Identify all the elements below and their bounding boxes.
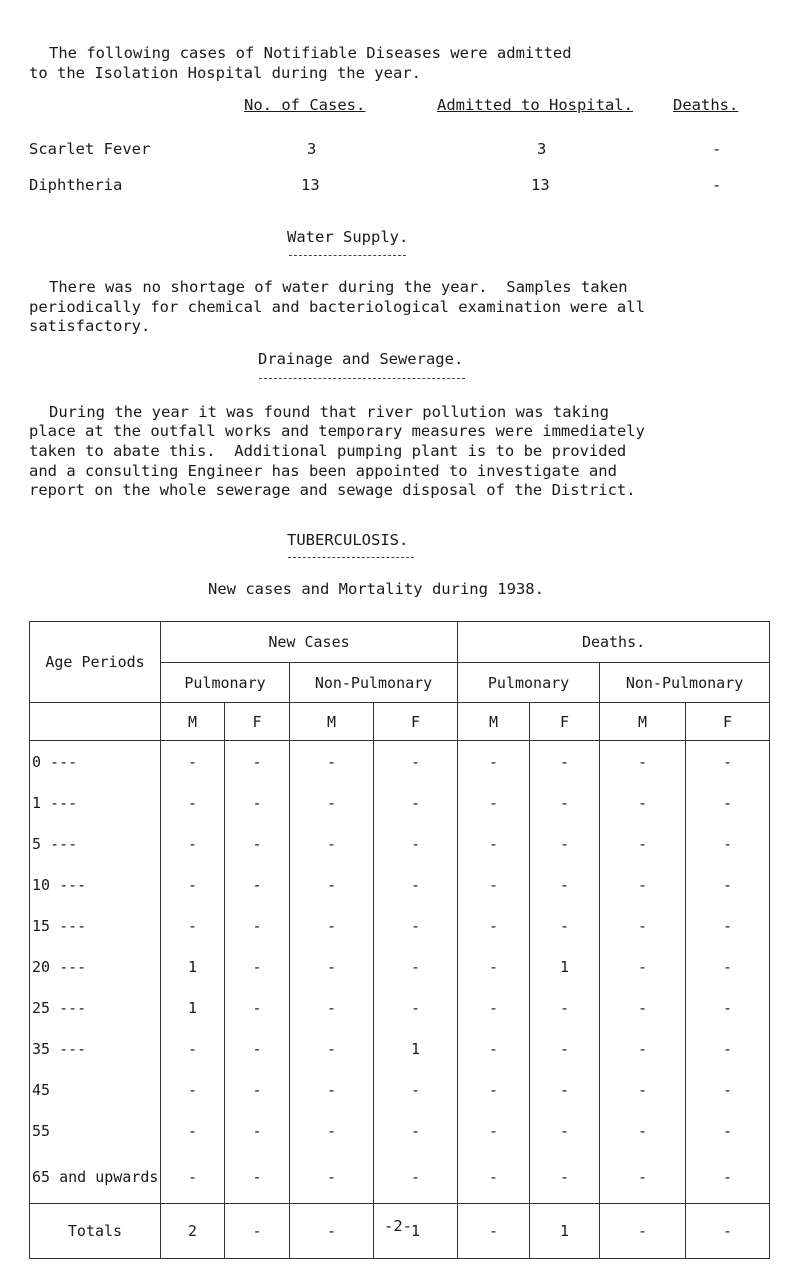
table-cell: - xyxy=(458,864,530,905)
table-cell: - xyxy=(458,987,530,1028)
table-cell: - xyxy=(530,1028,600,1069)
water-line: satisfactory. xyxy=(29,317,151,335)
table-cell: - xyxy=(458,1151,530,1204)
table-cell: - xyxy=(600,782,686,823)
table-cell: - xyxy=(225,1069,290,1110)
table-cell: - xyxy=(161,905,225,946)
table-cell: - xyxy=(686,1069,770,1110)
totals-cell: - xyxy=(458,1204,530,1259)
water-line: periodically for chemical and bacteriological examination were all xyxy=(29,298,645,316)
table-cell: 1 xyxy=(161,946,225,987)
table-cell: - xyxy=(600,1151,686,1204)
table-cell: - xyxy=(458,946,530,987)
table-cell: - xyxy=(290,864,374,905)
drainage-line: During the year it was found that river pollution was taking xyxy=(49,403,609,421)
table-cell: - xyxy=(161,1028,225,1069)
table-cell: - xyxy=(458,823,530,864)
table-cell: - xyxy=(374,823,458,864)
table-cell: - xyxy=(225,782,290,823)
new-cases-header: New Cases xyxy=(161,622,458,663)
sex-header-m: M xyxy=(600,703,686,741)
table-cell: - xyxy=(458,905,530,946)
tuberculosis-table xyxy=(29,621,770,1259)
table-cell: - xyxy=(225,1028,290,1069)
tb-heading-rule xyxy=(288,557,414,558)
table-cell: - xyxy=(374,905,458,946)
age-period: 45 xyxy=(30,1069,161,1110)
disease-name: Scarlet Fever xyxy=(29,140,151,158)
table-row xyxy=(30,1028,770,1069)
disease-deaths: - xyxy=(712,140,722,158)
totals-cell: - xyxy=(225,1204,290,1259)
table-cell: - xyxy=(290,1151,374,1204)
table-row xyxy=(30,823,770,864)
table-cell: - xyxy=(225,1151,290,1204)
header-admitted: Admitted to Hospital. xyxy=(437,96,633,114)
table-cell: - xyxy=(686,1028,770,1069)
disease-cases: 3 xyxy=(307,140,317,158)
totals-cell: - xyxy=(686,1204,770,1259)
table-cell: - xyxy=(374,741,458,783)
table-cell: - xyxy=(686,1151,770,1204)
table-cell: - xyxy=(600,1069,686,1110)
disease-admitted: 13 xyxy=(531,176,550,194)
age-period: 5 --- xyxy=(30,823,161,864)
table-cell: - xyxy=(161,741,225,783)
table-cell: - xyxy=(530,905,600,946)
table-row xyxy=(30,864,770,905)
table-cell: - xyxy=(290,823,374,864)
table-row xyxy=(30,1110,770,1151)
table-cell: - xyxy=(458,1069,530,1110)
totals-label: Totals xyxy=(30,1204,161,1259)
table-cell: - xyxy=(290,946,374,987)
sex-header-f: F xyxy=(374,703,458,741)
table-cell: - xyxy=(686,905,770,946)
drainage-line: report on the whole sewerage and sewage disposal of the District. xyxy=(29,481,636,499)
table-cell: - xyxy=(161,1069,225,1110)
table-row xyxy=(30,782,770,823)
tb-subheading: New cases and Mortality during 1938. xyxy=(208,580,544,598)
table-row xyxy=(30,1069,770,1110)
table-cell: 1 xyxy=(161,987,225,1028)
table-cell: - xyxy=(530,864,600,905)
disease-admitted: 3 xyxy=(537,140,547,158)
table-row xyxy=(30,1151,770,1204)
table-row xyxy=(30,741,770,783)
age-period: 20 --- xyxy=(30,946,161,987)
intro-line-1: The following cases of Notifiable Diseases were admitted xyxy=(49,44,572,62)
table-cell: - xyxy=(686,864,770,905)
age-period: 0 --- xyxy=(30,741,161,783)
table-cell: - xyxy=(225,946,290,987)
table-cell: - xyxy=(458,1028,530,1069)
table-cell: - xyxy=(161,782,225,823)
table-cell: - xyxy=(161,1151,225,1204)
table-cell: - xyxy=(530,823,600,864)
table-cell: - xyxy=(290,782,374,823)
table-cell: - xyxy=(600,946,686,987)
table-cell: - xyxy=(290,1069,374,1110)
age-period: 15 --- xyxy=(30,905,161,946)
page-number: -2- xyxy=(384,1217,412,1235)
water-heading-rule xyxy=(289,255,406,256)
table-cell: - xyxy=(530,1151,600,1204)
deaths-header: Deaths. xyxy=(458,622,770,663)
table-cell: - xyxy=(290,1028,374,1069)
age-period: 55 xyxy=(30,1110,161,1151)
age-header: Age Periods xyxy=(30,622,161,703)
deaths-pulmonary-header: Pulmonary xyxy=(458,663,600,703)
table-cell: - xyxy=(374,946,458,987)
table-cell: - xyxy=(600,741,686,783)
water-line: There was no shortage of water during the year. Samples taken xyxy=(49,278,628,296)
drainage-line: and a consulting Engineer has been appointed to investigate and xyxy=(29,462,617,480)
table-cell: - xyxy=(458,1110,530,1151)
totals-cell: - xyxy=(290,1204,374,1259)
age-period: 10 --- xyxy=(30,864,161,905)
table-cell: - xyxy=(161,864,225,905)
sex-header-m: M xyxy=(458,703,530,741)
table-cell: 1 xyxy=(530,946,600,987)
sex-header-f: F xyxy=(530,703,600,741)
table-cell: - xyxy=(225,741,290,783)
header-deaths: Deaths. xyxy=(673,96,739,114)
sex-header-m: M xyxy=(290,703,374,741)
age-period: 1 --- xyxy=(30,782,161,823)
disease-name: Diphtheria xyxy=(29,176,123,194)
age-header-blank xyxy=(30,703,161,741)
table-cell: - xyxy=(225,1110,290,1151)
table-cell: - xyxy=(290,987,374,1028)
table-cell: - xyxy=(600,1028,686,1069)
table-cell: - xyxy=(686,987,770,1028)
table-cell: - xyxy=(686,1110,770,1151)
drainage-heading-rule xyxy=(259,378,465,379)
table-cell: - xyxy=(225,823,290,864)
table-cell: - xyxy=(600,987,686,1028)
drainage-heading: Drainage and Sewerage. xyxy=(258,350,464,368)
table-cell: - xyxy=(225,905,290,946)
table-cell: - xyxy=(458,782,530,823)
table-cell: - xyxy=(225,987,290,1028)
table-row xyxy=(30,946,770,987)
table-row xyxy=(30,905,770,946)
table-cell: - xyxy=(600,905,686,946)
table-cell: - xyxy=(600,1110,686,1151)
water-heading: Water Supply. xyxy=(287,228,409,246)
table-cell: - xyxy=(686,782,770,823)
table-cell: - xyxy=(530,1069,600,1110)
age-period: 65 and upwards xyxy=(30,1151,161,1204)
drainage-line: taken to abate this. Additional pumping plant is to be provided xyxy=(29,442,627,460)
table-cell: - xyxy=(374,1151,458,1204)
totals-cell: 2 xyxy=(161,1204,225,1259)
table-cell: - xyxy=(458,741,530,783)
deaths-non-pulmonary-header: Non-Pulmonary xyxy=(600,663,770,703)
sex-header-m: M xyxy=(161,703,225,741)
age-period: 25 --- xyxy=(30,987,161,1028)
sex-header-f: F xyxy=(686,703,770,741)
header-no-of-cases: No. of Cases. xyxy=(244,96,366,114)
table-cell: 1 xyxy=(374,1028,458,1069)
table-cell: - xyxy=(686,946,770,987)
disease-deaths: - xyxy=(712,176,722,194)
totals-cell: 1 xyxy=(374,1204,458,1259)
totals-cell: 1 xyxy=(530,1204,600,1259)
table-cell: - xyxy=(161,1110,225,1151)
age-period: 35 --- xyxy=(30,1028,161,1069)
table-cell: - xyxy=(290,1110,374,1151)
table-cell: - xyxy=(374,1110,458,1151)
table-cell: - xyxy=(600,864,686,905)
totals-cell: - xyxy=(600,1204,686,1259)
table-cell: - xyxy=(374,782,458,823)
table-cell: - xyxy=(686,823,770,864)
table-cell: - xyxy=(600,823,686,864)
table-cell: - xyxy=(374,987,458,1028)
table-cell: - xyxy=(374,1069,458,1110)
table-cell: - xyxy=(290,905,374,946)
disease-cases: 13 xyxy=(301,176,320,194)
table-row xyxy=(30,987,770,1028)
table-cell: - xyxy=(530,1110,600,1151)
table-cell: - xyxy=(290,741,374,783)
intro-line-2: to the Isolation Hospital during the year. xyxy=(29,64,421,82)
sex-header-f: F xyxy=(225,703,290,741)
table-cell: - xyxy=(686,741,770,783)
table-cell: - xyxy=(530,987,600,1028)
table-cell: - xyxy=(530,741,600,783)
drainage-line: place at the outfall works and temporary measures were immediately xyxy=(29,422,645,440)
new-non-pulmonary-header: Non-Pulmonary xyxy=(290,663,458,703)
table-cell: - xyxy=(161,823,225,864)
tb-heading: TUBERCULOSIS. xyxy=(287,531,409,549)
table-cell: - xyxy=(374,864,458,905)
table-cell: - xyxy=(530,782,600,823)
new-pulmonary-header: Pulmonary xyxy=(161,663,290,703)
table-cell: - xyxy=(225,864,290,905)
